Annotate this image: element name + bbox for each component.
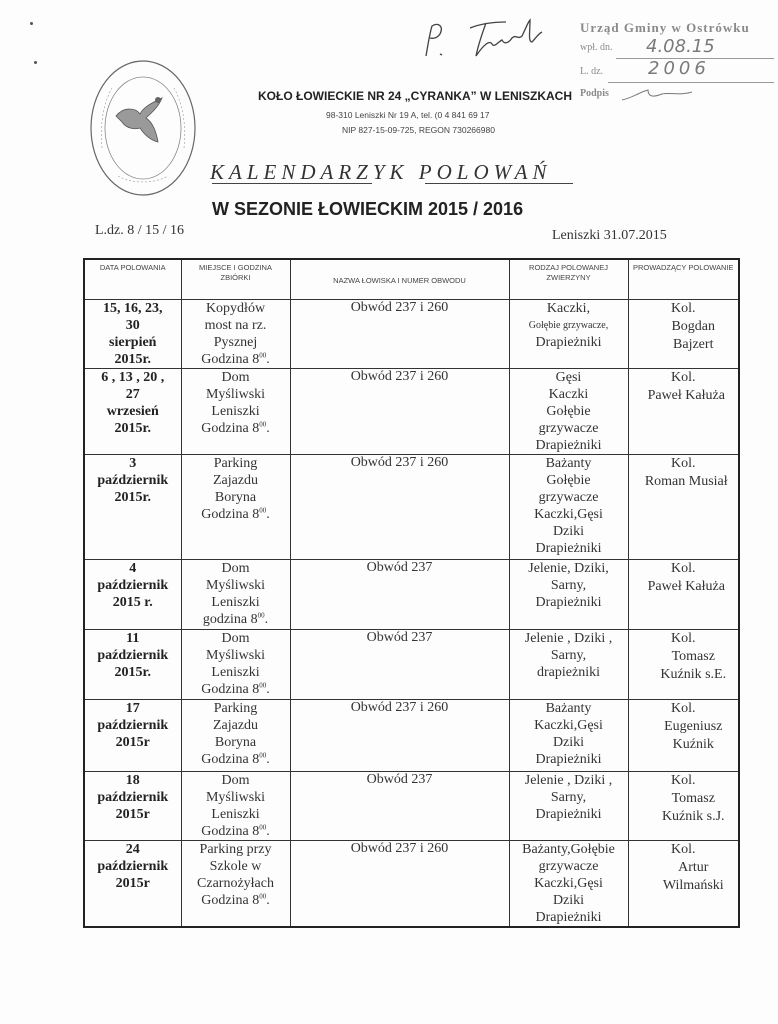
date-line: październik xyxy=(97,578,169,593)
cell-area: Obwód 237 i 260 xyxy=(290,369,509,455)
stamp-ref-label: L. dz. xyxy=(580,66,604,77)
table-row xyxy=(84,300,739,369)
date-line: wrzesień xyxy=(106,404,159,419)
game-line: Kaczki,Gęsi xyxy=(534,718,603,733)
place-line: Myśliwski xyxy=(205,648,266,663)
game-line: grzywacze xyxy=(538,490,599,505)
place-line: Boryna xyxy=(214,735,257,750)
club-logo xyxy=(88,58,198,198)
game-line: Gołębie xyxy=(546,473,591,488)
cell-game xyxy=(509,455,628,560)
place-line: Dom xyxy=(221,773,250,788)
time-minutes: 00 xyxy=(259,351,267,360)
place-date: Leniszki 31.07.2015 xyxy=(552,228,667,243)
cell-game xyxy=(509,560,628,630)
table-row xyxy=(84,455,739,560)
cell-date xyxy=(84,560,181,630)
office-stamp xyxy=(578,14,778,106)
cell-date xyxy=(84,772,181,841)
cell-leader xyxy=(628,630,739,700)
date-line: 11 xyxy=(126,631,140,646)
date-line: październik xyxy=(97,473,169,488)
cell-place xyxy=(181,455,290,560)
place-line: godzina $8^{00}$. xyxy=(202,611,269,627)
leader-title: Kol. xyxy=(671,456,696,471)
leader-name: Eugeniusz xyxy=(664,719,723,734)
game-line: Sarny, xyxy=(550,648,587,663)
game-line: Drapieżniki xyxy=(535,595,602,610)
cell-leader xyxy=(628,772,739,841)
place-line: Czarnożyłach xyxy=(197,876,274,891)
leader-title: Kol. xyxy=(671,631,696,646)
game-line: grzywacze xyxy=(538,859,599,874)
cell-area: Obwód 237 i 260 xyxy=(290,841,509,928)
game-line: Drapieżniki xyxy=(535,438,602,453)
place-line: Zajazdu xyxy=(212,718,259,733)
handwritten-signature xyxy=(418,14,558,66)
place-line: Parking przy xyxy=(199,842,272,857)
leader-title: Kol. xyxy=(671,301,696,316)
game-line: Jelenie, Dziki, xyxy=(528,561,609,576)
scan-speck xyxy=(30,22,33,25)
header-date: DATA POLOWANIA xyxy=(84,259,181,300)
game-line: Drapieżniki xyxy=(535,752,602,767)
game-line: Gołębie grzywacze, xyxy=(528,320,609,331)
cell-date xyxy=(84,630,181,700)
date-line: październik xyxy=(97,718,169,733)
game-line: Kaczki, xyxy=(546,301,591,316)
time-minutes: 00 xyxy=(259,892,267,901)
date-line: sierpień xyxy=(109,335,157,350)
cell-game xyxy=(509,300,628,369)
cell-date xyxy=(84,841,181,928)
place-line: Godzina $8^{00}$. xyxy=(201,506,270,522)
cell-area: Obwód 237 i 260 xyxy=(290,300,509,369)
place-line: Leniszki xyxy=(211,807,260,822)
document-title: KALENDARZYK POLOWAŃ xyxy=(210,160,552,184)
stamp-signature-label: Podpis xyxy=(580,88,609,99)
game-line: Bażanty,Gołębie xyxy=(522,842,615,857)
time-minutes: 00 xyxy=(257,611,265,620)
date-line: 2015r xyxy=(115,807,150,822)
leader-title: Kol. xyxy=(671,773,696,788)
place-line: Dom xyxy=(221,370,250,385)
date-line: 27 xyxy=(125,387,140,402)
cell-game xyxy=(509,772,628,841)
place-line: Godzina $8^{00}$. xyxy=(201,351,270,367)
place-line: Myśliwski xyxy=(205,790,266,805)
time-minutes: 00 xyxy=(259,751,267,760)
game-line: Dziki xyxy=(552,893,585,908)
game-line: Sarny, xyxy=(550,578,587,593)
organization-ids: NIP 827-15-09-725, REGON 730266980 xyxy=(342,125,495,135)
hunting-calendar-table xyxy=(83,258,740,928)
time-minutes: 00 xyxy=(259,506,267,515)
cell-date xyxy=(84,700,181,772)
game-line: Bażanty xyxy=(545,456,592,471)
cell-game xyxy=(509,700,628,772)
place-line: Godzina $8^{00}$. xyxy=(201,681,270,697)
cell-place xyxy=(181,300,290,369)
leader-name: Artur xyxy=(678,860,709,875)
cell-leader xyxy=(628,560,739,630)
game-line: Dziki xyxy=(552,735,585,750)
time-minutes: 00 xyxy=(259,823,267,832)
cell-place xyxy=(181,700,290,772)
cell-area: Obwód 237 xyxy=(290,772,509,841)
cell-leader xyxy=(628,300,739,369)
leader-name: Kuźnik s.E. xyxy=(660,667,727,682)
table-row xyxy=(84,700,739,772)
game-line: Jelenie , Dziki , xyxy=(524,631,613,646)
date-line: październik xyxy=(97,648,169,663)
cell-leader xyxy=(628,455,739,560)
game-line: Kaczki,Gęsi xyxy=(534,507,603,522)
place-line: Godzina $8^{00}$. xyxy=(201,420,270,436)
place-line: Myśliwski xyxy=(205,578,266,593)
leader-name: Tomasz xyxy=(671,649,715,664)
game-line: Gęsi xyxy=(555,370,582,385)
place-line: Parking xyxy=(213,456,258,471)
table-row xyxy=(84,560,739,630)
leader-name: Paweł Kałuża xyxy=(647,388,725,403)
date-line: 4 xyxy=(129,561,137,576)
date-line: 2015r xyxy=(115,735,150,750)
place-line: Leniszki xyxy=(211,665,260,680)
stamp-ref-value: 2006 xyxy=(648,58,710,79)
stamp-received-value: 4.08.15 xyxy=(646,36,715,57)
place-line: Godzina $8^{00}$. xyxy=(201,823,270,839)
cell-leader xyxy=(628,700,739,772)
place-line: Kopydłów xyxy=(205,301,266,316)
place-line: Leniszki xyxy=(211,404,260,419)
leader-title: Kol. xyxy=(671,370,696,385)
cell-place xyxy=(181,772,290,841)
table-header-row xyxy=(84,259,739,300)
header-leader: PROWADZĄCY POLOWANIE xyxy=(628,259,739,300)
organization-name: KOŁO ŁOWIECKIE NR 24 „CYRANKA” W LENISZKACH xyxy=(258,89,573,103)
date-line: 17 xyxy=(125,701,140,716)
cell-game xyxy=(509,630,628,700)
organization-address: 98-310 Leniszki Nr 19 A, tel. (0 4 841 69 17 xyxy=(326,110,490,120)
cell-place xyxy=(181,560,290,630)
date-line: październik xyxy=(97,790,169,805)
cell-place xyxy=(181,841,290,928)
header-place: MIEJSCE I GODZINA ZBIÓRKI xyxy=(181,259,290,300)
cell-leader xyxy=(628,841,739,928)
game-line: drapieżniki xyxy=(537,665,600,680)
date-line: 2015 r. xyxy=(112,595,153,610)
leader-name: Kuźnik xyxy=(672,737,714,752)
cell-game xyxy=(509,369,628,455)
leader-name: Bajzert xyxy=(673,337,714,352)
leader-name: Kuźnik s.J. xyxy=(661,809,725,824)
header-area: NAZWA ŁOWISKA I NUMER OBWODU xyxy=(290,259,509,300)
date-line: październik xyxy=(97,859,169,874)
cell-area: Obwód 237 i 260 xyxy=(290,700,509,772)
place-line: most na rz. xyxy=(204,318,267,333)
game-line: Dziki xyxy=(552,524,585,539)
place-line: Leniszki xyxy=(211,595,260,610)
date-line: 3 xyxy=(129,456,137,471)
cell-area: Obwód 237 xyxy=(290,630,509,700)
leader-title: Kol. xyxy=(671,701,696,716)
date-line: 18 xyxy=(125,773,140,788)
cell-place xyxy=(181,630,290,700)
game-line: Sarny, xyxy=(550,790,587,805)
cell-game xyxy=(509,841,628,928)
table-row xyxy=(84,772,739,841)
place-line: Godzina $8^{00}$. xyxy=(201,751,270,767)
table-row xyxy=(84,841,739,928)
leader-name: Bogdan xyxy=(671,319,716,334)
leader-name: Paweł Kałuża xyxy=(647,579,725,594)
place-line: Dom xyxy=(221,561,250,576)
date-line: 2015r. xyxy=(114,421,151,436)
place-line: Zajazdu xyxy=(212,473,259,488)
date-line: 15, 16, 23, xyxy=(103,301,163,316)
leader-title: Kol. xyxy=(671,561,696,576)
stamp-received-label: wpł. dn. xyxy=(580,42,613,53)
game-line: Drapieżniki xyxy=(535,910,602,925)
stamp-office-name: Urząd Gminy w Ostrówku xyxy=(580,20,750,35)
time-minutes: 00 xyxy=(259,420,267,429)
cell-date xyxy=(84,369,181,455)
date-line: 2015r xyxy=(115,876,150,891)
cell-date xyxy=(84,300,181,369)
date-line: 30 xyxy=(125,318,140,333)
reference-number: L.dz. 8 / 15 / 16 xyxy=(95,223,185,238)
place-line: Myśliwski xyxy=(205,387,266,402)
time-minutes: 00 xyxy=(259,681,267,690)
cell-place xyxy=(181,369,290,455)
leader-name: Roman Musiał xyxy=(644,474,728,489)
cell-area: Obwód 237 i 260 xyxy=(290,455,509,560)
leader-name: Tomasz xyxy=(671,791,715,806)
stamp-signature-mark xyxy=(618,86,698,104)
game-line: Kaczki,Gęsi xyxy=(534,876,603,891)
game-line: Gołębie xyxy=(546,404,591,419)
game-line: grzywacze xyxy=(538,421,599,436)
date-line: 6 , 13 , 20 , xyxy=(101,370,165,385)
leader-name: Wilmański xyxy=(662,878,724,893)
date-line: 24 xyxy=(125,842,140,857)
date-line: 2015r. xyxy=(114,665,151,680)
game-line: Drapieżniki xyxy=(535,807,602,822)
place-line: Dom xyxy=(221,631,250,646)
season-heading: W SEZONIE ŁOWIECKIM 2015 / 2016 xyxy=(212,199,524,219)
table-row xyxy=(84,630,739,700)
game-line: Jelenie , Dziki , xyxy=(524,773,613,788)
game-line: Drapieżniki xyxy=(535,335,602,350)
place-line: Parking xyxy=(213,701,258,716)
scan-speck xyxy=(34,61,37,64)
cell-area: Obwód 237 xyxy=(290,560,509,630)
date-line: 2015r. xyxy=(114,352,151,367)
game-line: Bażanty xyxy=(545,701,592,716)
table-row xyxy=(84,369,739,455)
header-game: RODZAJ POLOWANEJ ZWIERZYNY xyxy=(509,259,628,300)
place-line: Szkole w xyxy=(209,859,262,874)
place-line: Pysznej xyxy=(213,335,258,350)
game-line: Drapieżniki xyxy=(535,541,602,556)
game-line: Kaczki xyxy=(548,387,589,402)
date-line: 2015r. xyxy=(114,490,151,505)
cell-date xyxy=(84,455,181,560)
place-line: Boryna xyxy=(214,490,257,505)
cell-leader xyxy=(628,369,739,455)
leader-title: Kol. xyxy=(671,842,696,857)
place-line: Godzina $8^{00}$. xyxy=(201,892,270,908)
